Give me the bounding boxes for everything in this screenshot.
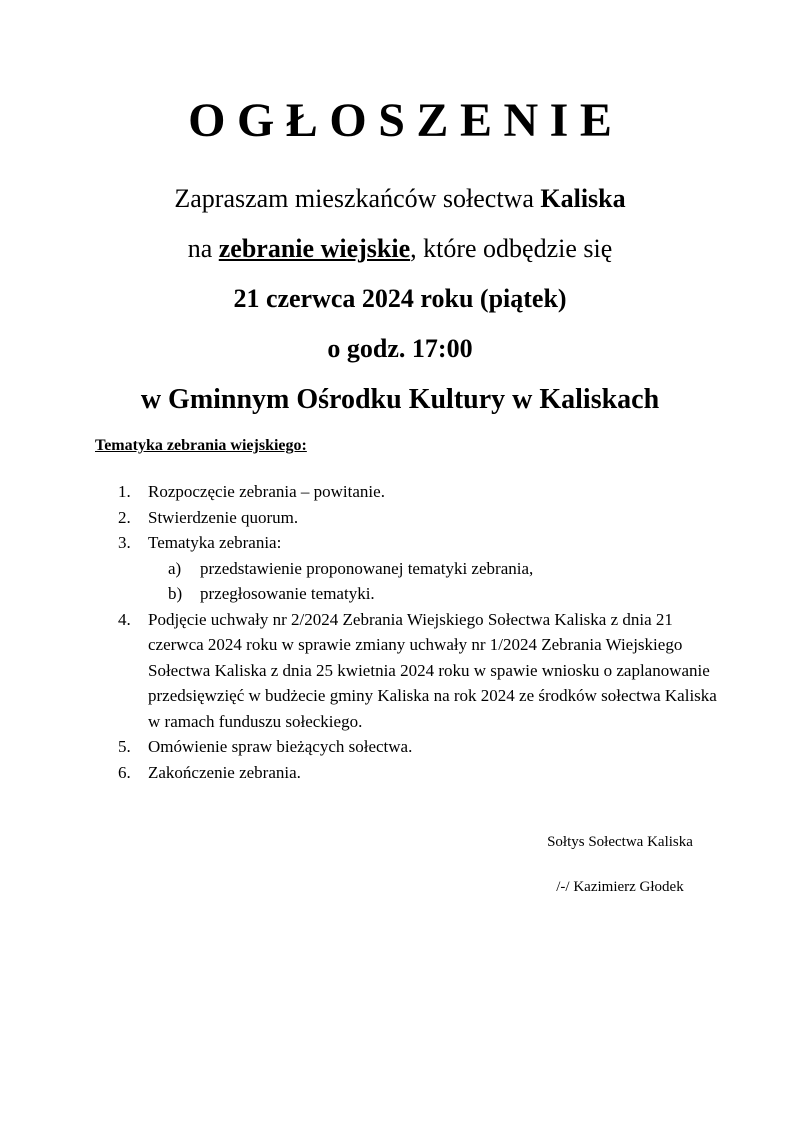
agenda-item-2-number: 2. — [118, 507, 131, 527]
agenda-section — [95, 436, 800, 785]
agenda-item-5 — [95, 734, 723, 760]
signature-role: Sołtys Sołectwa Kaliska — [547, 834, 693, 850]
agenda-item-1-number: 1. — [118, 482, 131, 502]
agenda-item-3a-text: przedstawienie proponowanej tematyki zebrania, — [200, 558, 534, 578]
agenda-item-3a-letter: a) — [168, 558, 182, 578]
page-title: OGŁOSZENIE — [188, 94, 624, 147]
signature-name: /-/ Kazimierz Głodek — [556, 879, 684, 895]
agenda-item-2-text: Stwierdzenie quorum. — [148, 507, 299, 527]
invitation-line-2 — [0, 234, 800, 264]
agenda-item-4 — [95, 607, 723, 735]
agenda-item-6-number: 6. — [118, 762, 131, 782]
invitation-line-1-highlight: Kaliska — [540, 184, 626, 214]
agenda-item-3-number: 3. — [118, 533, 131, 553]
agenda-item-3b-text: przegłosowanie tematyki. — [200, 584, 375, 604]
agenda-item-6-text: Zakończenie zebrania. — [148, 762, 301, 782]
agenda-item-3 — [95, 530, 723, 556]
invitation-line-2-highlight: zebranie wiejskie — [218, 234, 411, 264]
agenda-item-1-text: Rozpoczęcie zebrania – powitanie. — [148, 482, 385, 502]
agenda-item-5-number: 5. — [118, 737, 131, 757]
invitation-line-2-suffix: , które odbędzie się — [410, 234, 613, 264]
agenda-item-2 — [95, 505, 723, 531]
meeting-place-line: w Gminnym Ośrodku Kultury w Kaliskach — [140, 384, 660, 416]
invitation-line-2-prefix: na — [187, 234, 219, 264]
agenda-item-3b-letter: b) — [168, 584, 183, 604]
agenda-item-6 — [95, 760, 723, 786]
agenda-list — [95, 479, 723, 785]
agenda-item-4-number: 4. — [118, 609, 131, 629]
invitation-line-1 — [0, 184, 800, 214]
meeting-date-line: 21 czerwca 2024 roku (piątek) — [233, 284, 567, 314]
agenda-item-3a — [95, 556, 723, 582]
invitation-block — [0, 184, 800, 416]
agenda-item-3b — [95, 581, 723, 607]
agenda-item-5-text: Omówienie spraw bieżących sołectwa. — [148, 737, 413, 757]
meeting-time-line: o godz. 17:00 — [327, 334, 473, 364]
invitation-line-1-text: Zapraszam mieszkańców sołectwa — [174, 184, 541, 214]
agenda-item-3-text: Tematyka zebrania: — [148, 533, 282, 553]
agenda-heading: Tematyka zebrania wiejskiego: — [95, 437, 307, 455]
agenda-item-1 — [95, 479, 723, 505]
agenda-item-4-text: Podjęcie uchwały nr 2/2024 Zebrania Wiejskiego Sołectwa Kaliska z dnia 21 czerwca 2024 roku w sprawie zmiany uchwały nr 1/2024 Zebrania Wiejskiego Sołectwa Kaliska z dnia 25 kwietnia 2024 roku w spawie wniosku o zaplanowanie przedsięwzięć w budżecie gminy Kaliska na rok 2024 ze środków sołectwa Kaliska w ramach funduszu sołeckiego. — [148, 609, 717, 731]
signature-block — [500, 833, 740, 896]
